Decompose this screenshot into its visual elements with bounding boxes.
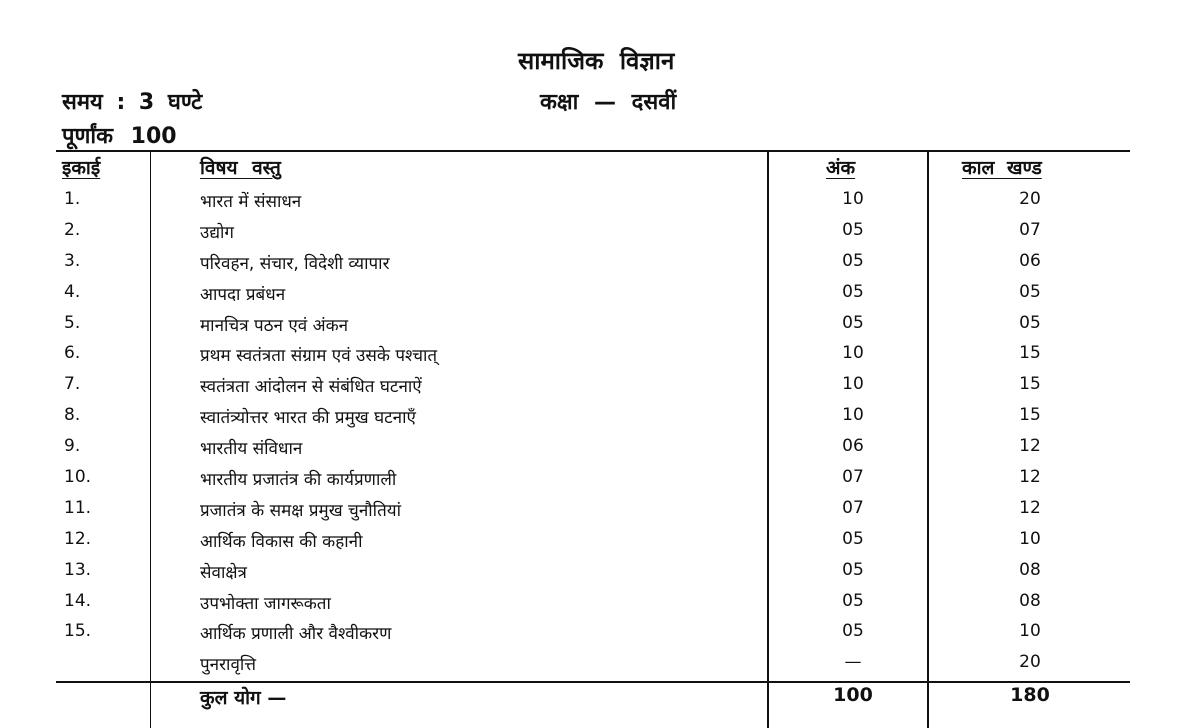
header-content: विषय वस्तु (200, 157, 281, 179)
period-value: 06 (1019, 251, 1041, 271)
unit-number: 10. (64, 467, 92, 487)
period-value: 07 (1019, 220, 1041, 240)
topic: आर्थिक विकास की कहानी (200, 532, 363, 552)
unit-number: 9. (64, 436, 81, 456)
unit-number: 4. (64, 282, 81, 302)
unit-number: 2. (64, 220, 81, 240)
marks-value: 10 (842, 374, 864, 394)
class-label: कक्षा — दसवीं (540, 90, 677, 115)
marks-value: 05 (842, 220, 864, 240)
table-row (0, 498, 1200, 529)
table-row (0, 220, 1200, 251)
period-value: 12 (1019, 467, 1041, 487)
table-row (0, 343, 1200, 374)
topic: प्रजातंत्र के समक्ष प्रमुख चुनौतियां (200, 501, 402, 521)
period-value: 12 (1019, 436, 1041, 456)
table-row (0, 591, 1200, 622)
header-marks: अंक (826, 157, 856, 179)
table-row (0, 560, 1200, 591)
marks-value: 05 (842, 282, 864, 302)
marks-value: 05 (842, 560, 864, 580)
full-marks: पूर्णांक 100 (62, 124, 177, 149)
table-row (0, 652, 1200, 683)
topic: पुनरावृत्ति (200, 655, 257, 675)
topic: प्रथम स्वतंत्रता संग्राम एवं उसके पश्चात् (200, 346, 438, 366)
marks-value: 06 (842, 436, 864, 456)
period-value: 05 (1019, 282, 1041, 302)
unit-number: 8. (64, 405, 81, 425)
table-row (0, 251, 1200, 282)
header-unit: इकाई (62, 157, 101, 179)
marks-value: — (844, 652, 862, 672)
table-row (0, 189, 1200, 220)
marks-value: 07 (842, 467, 864, 487)
marks-value: 10 (842, 405, 864, 425)
table-row (0, 405, 1200, 436)
period-value: 08 (1019, 560, 1041, 580)
period-value: 15 (1019, 343, 1041, 363)
period-value: 20 (1019, 652, 1041, 672)
unit-number: 12. (64, 529, 92, 549)
table-row (0, 313, 1200, 344)
table-top-rule (56, 150, 1130, 152)
period-value: 05 (1019, 313, 1041, 333)
topic: आपदा प्रबंधन (200, 285, 286, 305)
table-row (0, 282, 1200, 313)
topic: आर्थिक प्रणाली और वैश्वीकरण (200, 624, 392, 644)
topic: भारतीय संविधान (200, 439, 303, 459)
marks-value: 10 (842, 343, 864, 363)
period-value: 15 (1019, 405, 1041, 425)
header-period: काल खण्ड (962, 157, 1042, 179)
unit-number: 6. (64, 343, 81, 363)
topic: उद्योग (200, 223, 234, 243)
period-value: 15 (1019, 374, 1041, 394)
table-row (0, 529, 1200, 560)
total-marks: 100 (833, 684, 873, 706)
unit-number: 11. (64, 498, 92, 518)
topic: स्वतंत्रता आंदोलन से संबंधित घटनाऐं (200, 377, 422, 397)
unit-number: 7. (64, 374, 81, 394)
unit-number: 14. (64, 591, 92, 611)
topic: मानचित्र पठन एवं अंकन (200, 316, 349, 336)
unit-number: 5. (64, 313, 81, 333)
table-row (0, 374, 1200, 405)
topic: सेवाक्षेत्र (200, 563, 247, 583)
page-title: सामाजिक विज्ञान (518, 47, 675, 75)
total-label: कुल योग — (200, 687, 287, 709)
marks-value: 05 (842, 621, 864, 641)
topic: भारतीय प्रजातंत्र की कार्यप्रणाली (200, 470, 397, 490)
marks-value: 05 (842, 251, 864, 271)
unit-number: 3. (64, 251, 81, 271)
marks-value: 05 (842, 591, 864, 611)
topic: परिवहन, संचार, विदेशी व्यापार (200, 254, 390, 274)
period-value: 10 (1019, 621, 1041, 641)
period-value: 10 (1019, 529, 1041, 549)
topic: उपभोक्ता जागरूकता (200, 594, 331, 614)
table-row (0, 621, 1200, 652)
table-row (0, 436, 1200, 467)
unit-number: 15. (64, 621, 92, 641)
unit-number: 1. (64, 189, 81, 209)
topic: भारत में संसाधन (200, 192, 302, 212)
marks-value: 10 (842, 189, 864, 209)
period-value: 08 (1019, 591, 1041, 611)
marks-value: 05 (842, 313, 864, 333)
exam-duration: समय : 3 घण्टे (62, 90, 203, 115)
period-value: 12 (1019, 498, 1041, 518)
marks-value: 05 (842, 529, 864, 549)
marks-value: 07 (842, 498, 864, 518)
table-row (0, 467, 1200, 498)
topic: स्वातंत्र्योत्तर भारत की प्रमुख घटनाएँ (200, 408, 416, 428)
total-period: 180 (1010, 684, 1050, 706)
unit-number: 13. (64, 560, 92, 580)
period-value: 20 (1019, 189, 1041, 209)
